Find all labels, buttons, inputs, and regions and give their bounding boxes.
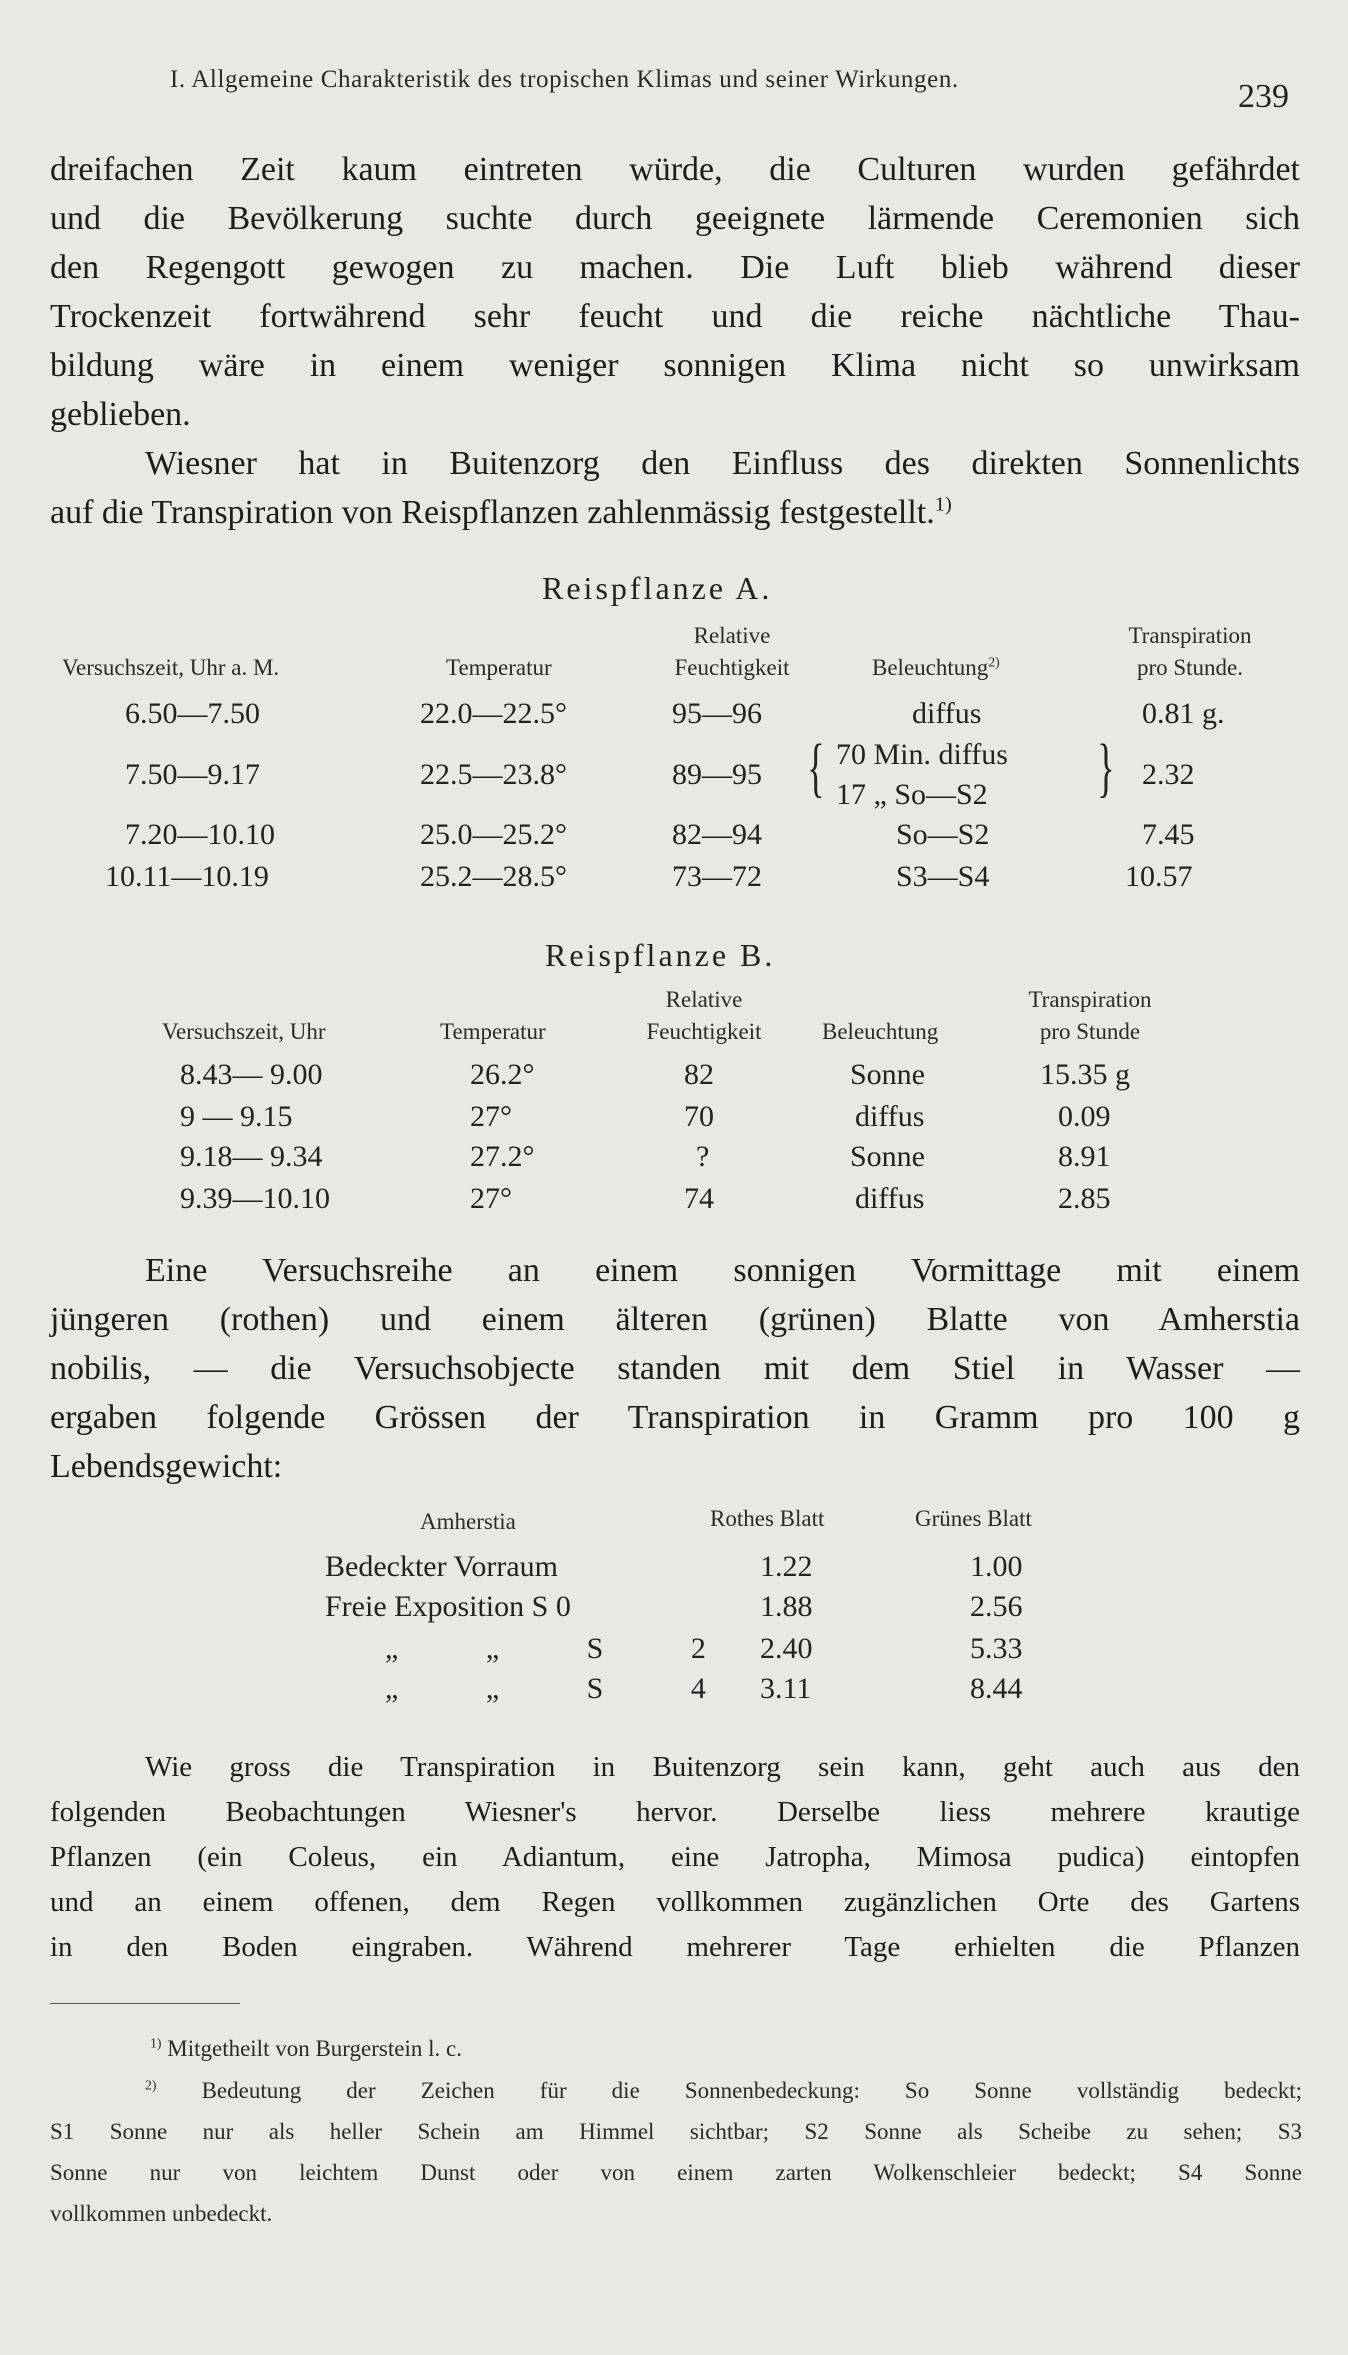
cell-zeit: 7.20—10.10	[125, 818, 275, 851]
cell-temperatur: 22.0—22.5°	[420, 697, 567, 730]
cell-feuchtigkeit: 89—95	[672, 758, 762, 791]
text-line: den Regengott gewogen zu machen. Die Luft blieb während dieser	[50, 249, 1300, 286]
column-header-text: Beleuchtung	[872, 655, 989, 680]
cell-gruenes-blatt: 1.00	[970, 1550, 1023, 1583]
column-header-temperatur: Temperatur	[446, 655, 552, 680]
column-header-trans-1: Transpiration	[1028, 987, 1152, 1012]
table-title: Reispflanze A.	[542, 570, 773, 606]
cell-temperatur: 27.2°	[470, 1140, 535, 1173]
cell-temperatur: 25.2—28.5°	[420, 860, 567, 893]
column-header-feucht-2: Feuchtigkeit	[674, 655, 790, 680]
cell-beleuchtung: diffus	[855, 1182, 925, 1215]
cell-transpiration: 15.35 g	[1040, 1058, 1130, 1091]
footnote-text: Mitgetheilt von Burgerstein l. c.	[167, 2036, 462, 2061]
cell-zeit: 6.50—7.50	[125, 697, 260, 730]
text-line: geblieben.	[50, 396, 191, 433]
cell-label: Bedeckter Vorraum	[325, 1550, 558, 1583]
cell-feuchtigkeit: ?	[696, 1140, 710, 1173]
cell-rothes-blatt: 3.11	[760, 1672, 812, 1705]
cell-temperatur: 25.0—25.2°	[420, 818, 567, 851]
footnote-rule	[50, 2003, 240, 2004]
cell-transpiration: 2.85	[1058, 1182, 1111, 1215]
cell-zeit: 8.43— 9.00	[180, 1058, 323, 1091]
cell-beleuchtung: diffus	[912, 697, 982, 730]
cell-gruenes-blatt: 2.56	[970, 1590, 1023, 1623]
column-header-feucht-2: Feuchtigkeit	[646, 1019, 762, 1044]
text-line: bildung wäre in einem weniger sonnigen Klima nicht so unwirksam	[50, 347, 1300, 384]
cell-transpiration: 2.32	[1142, 758, 1195, 791]
cell-zeit: 10.11—10.19	[105, 860, 269, 893]
column-header-label: Amherstia	[420, 1509, 516, 1534]
cell-rothes-blatt: 1.88	[760, 1590, 813, 1623]
column-header-zeit: Versuchszeit, Uhr a. M.	[62, 655, 280, 680]
column-header-trans-2: pro Stunde.	[1136, 655, 1244, 680]
cell-rothes-blatt: 1.22	[760, 1550, 813, 1583]
cell-zeit: 9.18— 9.34	[180, 1140, 323, 1173]
cell-temperatur: 27°	[470, 1182, 512, 1215]
cell-feuchtigkeit: 73—72	[672, 860, 762, 893]
column-header-feucht-1: Relative	[665, 987, 743, 1012]
cell-transpiration: 0.09	[1058, 1100, 1111, 1133]
text-line: Wie gross die Transpiration in Buitenzorg sein kann, geht auch aus den	[145, 1751, 1300, 1783]
column-header-beleuchtung	[872, 652, 1000, 684]
cell-temperatur: 26.2°	[470, 1058, 535, 1091]
cell-rothes-blatt: 2.40	[760, 1632, 813, 1665]
cell-label: „ „ S 4	[385, 1672, 706, 1705]
footnote-line: S1 Sonne nur als heller Schein am Himmel sichtbar; S2 Sonne als Scheibe zu sehen; S3	[50, 2119, 1302, 2144]
left-brace: {	[807, 731, 825, 804]
cell-zeit: 7.50—9.17	[125, 758, 260, 791]
text-line: folgenden Beobachtungen Wiesner's hervor. Derselbe liess mehrere krautige	[50, 1796, 1300, 1828]
footnote-text: Bedeutung der Zeichen für die Sonnenbedeckung: So Sonne vollständig bedeckt;	[201, 2078, 1302, 2103]
cell-transpiration: 0.81 g.	[1142, 697, 1225, 730]
text-line: nobilis, — die Versuchsobjecte standen mit dem Stiel in Wasser —	[50, 1350, 1300, 1387]
text-line: Trockenzeit fortwährend sehr feucht und die reiche nächtliche Thau-	[50, 298, 1300, 335]
text-line: und die Bevölkerung suchte durch geeignete lärmende Ceremonien sich	[50, 200, 1300, 237]
footnote-mark: 2)	[145, 2077, 157, 2093]
cell-beleuchtung: So—S2	[896, 818, 990, 851]
text-line: ergaben folgende Grössen der Transpiration in Gramm pro 100 g	[50, 1399, 1300, 1436]
cell-beleuchtung-line-1: 70 Min. diffus	[836, 738, 1008, 771]
text-line: Pflanzen (ein Coleus, ein Adiantum, eine Jatropha, Mimosa pudica) eintopfen	[50, 1841, 1300, 1873]
running-head: I. Allgemeine Charakteristik des tropischen Klimas und seiner Wirkungen.	[170, 66, 959, 93]
cell-label: Freie Exposition S 0	[325, 1590, 571, 1623]
cell-temperatur: 27°	[470, 1100, 512, 1133]
cell-beleuchtung-line-2: 17 „ So—S2	[836, 778, 988, 811]
column-header-trans-1: Transpiration	[1128, 623, 1252, 648]
cell-label: „ „ S 2	[385, 1632, 706, 1665]
table-title: Reispflanze B.	[545, 937, 776, 973]
column-header-temperatur: Temperatur	[440, 1019, 546, 1044]
text-line: Eine Versuchsreihe an einem sonnigen Vormittage mit einem	[145, 1252, 1300, 1289]
cell-beleuchtung: Sonne	[850, 1058, 925, 1091]
cell-gruenes-blatt: 8.44	[970, 1672, 1023, 1705]
cell-feuchtigkeit: 74	[684, 1182, 714, 1215]
column-header-gruenes-blatt: Grünes Blatt	[915, 1506, 1032, 1531]
text-line: jüngeren (rothen) und einem älteren (grünen) Blatte von Amherstia	[50, 1301, 1300, 1338]
text-line: und an einem offenen, dem Regen vollkommen zugänzlichen Orte des Gartens	[50, 1886, 1300, 1918]
cell-gruenes-blatt: 5.33	[970, 1632, 1023, 1665]
page-number: 239	[1238, 78, 1289, 115]
column-header-rothes-blatt: Rothes Blatt	[710, 1506, 825, 1531]
footnote-1	[50, 2028, 1302, 2069]
cell-transpiration: 8.91	[1058, 1140, 1111, 1173]
text-line: in den Boden eingraben. Während mehrerer Tage erhielten die Pflanzen	[50, 1931, 1300, 1963]
cell-zeit: 9.39—10.10	[180, 1182, 330, 1215]
text-line: dreifachen Zeit kaum eintreten würde, die Culturen wurden gefährdet	[50, 151, 1300, 188]
column-header-zeit: Versuchszeit, Uhr	[162, 1019, 326, 1044]
cell-feuchtigkeit: 70	[684, 1100, 714, 1133]
cell-beleuchtung: Sonne	[850, 1140, 925, 1173]
column-header-beleuchtung: Beleuchtung	[822, 1019, 939, 1044]
text-span: auf die Transpiration von Reispflanzen zahlenmässig festgestellt.	[50, 494, 935, 531]
cell-feuchtigkeit: 82	[684, 1058, 714, 1091]
column-header-trans-2: pro Stunde	[1039, 1019, 1141, 1044]
footnote-line: vollkommen unbedeckt.	[50, 2201, 273, 2226]
text-line: Wiesner hat in Buitenzorg den Einfluss des direkten Sonnenlichts	[145, 445, 1300, 482]
footnote-ref: 2)	[988, 654, 1000, 670]
cell-temperatur: 22.5—23.8°	[420, 758, 567, 791]
text-line: Lebendsgewicht:	[50, 1448, 283, 1485]
right-brace: }	[1097, 731, 1115, 804]
cell-feuchtigkeit: 82—94	[672, 818, 762, 851]
footnote-2	[50, 2070, 1302, 2111]
text-line	[50, 488, 1300, 537]
cell-zeit: 9 — 9.15	[180, 1100, 293, 1133]
cell-feuchtigkeit: 95—96	[672, 697, 762, 730]
cell-transpiration: 10.57	[1125, 860, 1193, 893]
footnote-mark: 1)	[150, 2035, 162, 2051]
cell-beleuchtung: S3—S4	[896, 860, 990, 893]
footnote-line: Sonne nur von leichtem Dunst oder von einem zarten Wolkenschleier bedeckt; S4 Sonne	[50, 2160, 1302, 2185]
footnote-ref: 1)	[934, 493, 952, 516]
cell-beleuchtung: diffus	[855, 1100, 925, 1133]
cell-transpiration: 7.45	[1142, 818, 1195, 851]
column-header-feucht-1: Relative	[693, 623, 771, 648]
